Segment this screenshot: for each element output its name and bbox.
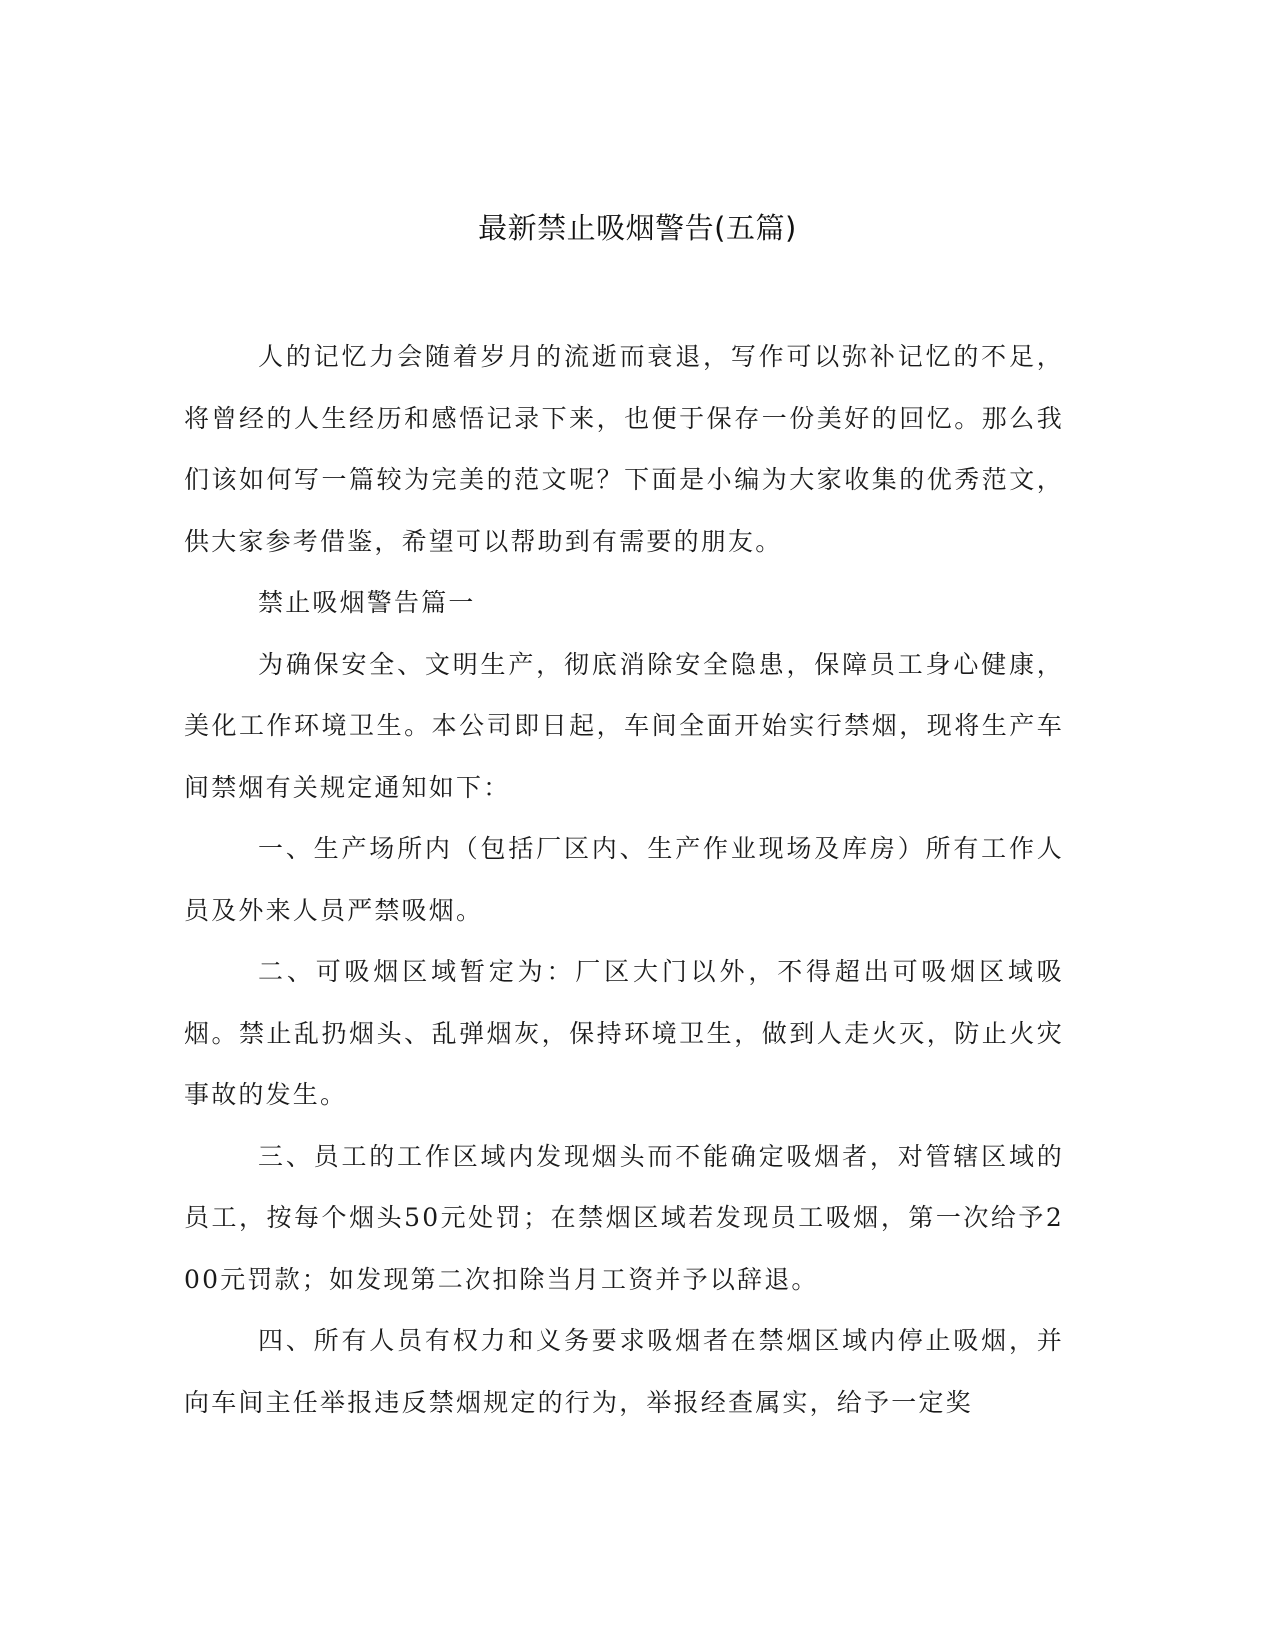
rule-paragraph-3: 三、员工的工作区域内发现烟头而不能确定吸烟者，对管辖区域的员工，按每个烟头50元处罚；在禁烟区域若发现员工吸烟，第一次给予200元罚款；如发现第二次扣除当月工资并予以辞退。 bbox=[184, 1141, 1064, 1294]
rule-paragraph-1: 一、生产场所内（包括厂区内、生产作业现场及库房）所有工作人员及外来人员严禁吸烟。 bbox=[184, 834, 1064, 925]
document-body bbox=[184, 326, 1064, 1433]
intro-paragraph: 人的记忆力会随着岁月的流逝而衰退，写作可以弥补记忆的不足，将曾经的人生经历和感悟记录下来，也便于保存一份美好的回忆。那么我们该如何写一篇较为完美的范文呢？下面是小编为大家收集的优秀范文，供大家参考借鉴，希望可以帮助到有需要的朋友。 bbox=[184, 342, 1064, 556]
rule-paragraph-2: 二、可吸烟区域暂定为：厂区大门以外，不得超出可吸烟区域吸烟。禁止乱扔烟头、乱弹烟灰，保持环境卫生，做到人走火灭，防止火灾事故的发生。 bbox=[184, 957, 1064, 1109]
rule-paragraph-4: 四、所有人员有权力和义务要求吸烟者在禁烟区域内停止吸烟，并向车间主任举报违反禁烟规定的行为，举报经查属实，给予一定奖 bbox=[184, 1326, 1064, 1417]
document-title: 最新禁止吸烟警告(五篇) bbox=[478, 211, 797, 245]
section-heading: 禁止吸烟警告篇一 bbox=[258, 588, 476, 617]
notice-paragraph: 为确保安全、文明生产，彻底消除安全隐患，保障员工身心健康，美化工作环境卫生。本公司即日起，车间全面开始实行禁烟，现将生产车间禁烟有关规定通知如下： bbox=[184, 649, 1064, 802]
